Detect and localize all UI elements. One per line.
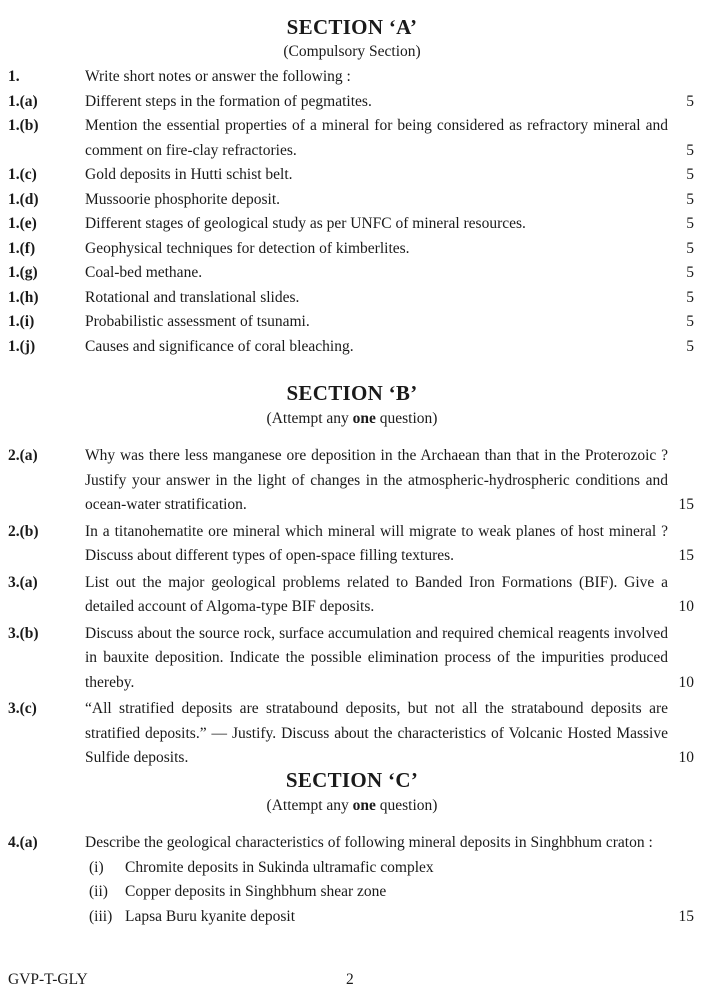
section-c-subtitle [0,795,704,817]
sub-item-list [0,856,704,930]
question-marks: 5 [686,313,694,330]
question-number: 4.(a) [8,834,38,851]
section-c [0,767,704,929]
question-number: 2.(a) [8,447,38,464]
question-number: 1.(j) [8,337,36,355]
section-b-questions [0,444,704,771]
question-number: 2.(b) [8,522,39,540]
sub-item [0,905,704,930]
question-item [0,90,704,115]
question-marks: 5 [686,215,694,232]
question-item [0,310,704,335]
question-text: Gold deposits in Hutti schist belt. 5 [85,163,694,188]
question-item [0,212,704,237]
sub-item-numeral: (iii) [89,907,113,925]
question-marks: 5 [686,264,694,281]
question-marks: 15 [678,907,694,925]
subtitle-text: question) [375,797,438,814]
question-item [0,335,704,360]
question-number: 1.(f) [8,239,36,257]
subtitle-text: (Attempt any [266,410,353,427]
question-text: Why was there less manganese ore deposition in the Archaean than that in the Proterozoic ? Justify your answer in the light of changes in the atmospheric-hydrospheric conditions and ocean-water stratification. 15 [85,444,694,518]
question-marks: 5 [686,141,694,159]
question-marks: 5 [686,337,694,355]
question-text: Mention the essential properties of a mineral for being considered as refractory mineral and comment on fire-clay refractories. 5 [85,114,694,163]
question-text: In a titanohematite ore mineral which mineral will migrate to weak planes of host mineral ? Discuss about different types of open-space filling textures. 15 [85,520,694,569]
question-text: Describe the geological characteristics of following mineral deposits in Singhbhum craton : [85,834,653,851]
question-text: Causes and significance of coral bleaching. 5 [85,335,694,360]
sub-item-numeral: (ii) [89,883,108,900]
question-marks: 15 [678,547,694,564]
question-text: Different steps in the formation of pegmatites. 5 [85,90,694,115]
question-text: Rotational and translational slides. 5 [85,286,694,311]
question-marks: 5 [686,239,694,257]
question-text: Discuss about the source rock, surface accumulation and required chemical reagents involved in bauxite deposition. Indicate the possible elimination process of the impurities produced thereby. 10 [85,622,694,696]
question-marks: 10 [678,598,694,615]
page-number: 2 [346,971,354,988]
question-item [0,831,704,856]
question-number: 1.(e) [8,215,37,232]
question-number: 1.(c) [8,166,37,183]
question-marks: 5 [686,166,694,183]
question-text: Geophysical techniques for detection of kimberlites. 5 [85,237,694,262]
sub-item-text: Chromite deposits in Sukinda ultramafic complex [125,858,434,876]
question-item [0,237,704,262]
question-text: “All stratified deposits are stratabound deposits, but not all the stratabound deposits are stratified deposits.” — Justify. Discuss about the characteristics of Volcanic Hosted Massive Sulfide deposits. 10 [85,697,694,771]
question-number: 1.(i) [8,313,35,330]
question-item [0,114,704,163]
question-item [0,163,704,188]
sub-item-text: Lapsa Buru kyanite deposit [125,907,296,925]
question-marks: 5 [686,288,694,306]
question-intro [0,65,704,90]
sub-item [0,856,704,881]
question-number: 1.(a) [8,92,38,110]
question-marks: 5 [686,92,694,110]
question-number: 1. [8,68,20,85]
section-a [0,14,704,359]
subtitle-text: question) [375,410,438,427]
question-marks: 5 [686,190,694,208]
subtitle-emphasis: one [352,797,376,814]
sub-item-text: Copper deposits in Singhbhum shear zone [125,883,387,900]
question-number: 1.(d) [8,190,39,208]
question-marks: 10 [678,749,694,766]
question-number: 1.(b) [8,117,39,134]
question-text: List out the major geological problems related to Banded Iron Formations (BIF). Give a detailed account of Algoma-type BIF deposits. 10 [85,571,694,620]
subtitle-text: (Attempt any [266,797,353,814]
question-text: Write short notes or answer the following : [85,68,351,85]
question-item [0,261,704,286]
question-text: Different stages of geological study as per UNFC of mineral resources. 5 [85,212,694,237]
section-b [0,380,704,771]
question-marks: 15 [678,496,694,513]
section-b-subtitle [0,408,704,430]
sub-item-numeral: (i) [89,858,104,876]
question-number: 1.(g) [8,264,38,281]
section-a-subtitle: (Compulsory Section) [283,43,421,60]
subtitle-emphasis: one [352,410,376,427]
section-b-title: SECTION ‘B’ [286,381,418,405]
section-a-title: SECTION ‘A’ [286,15,418,39]
question-item [0,520,704,569]
question-item [0,444,704,518]
paper-code: GVP-T-GLY [8,971,88,988]
question-item [0,188,704,213]
sub-item [0,880,704,905]
section-c-title: SECTION ‘C’ [285,768,419,792]
question-item [0,286,704,311]
question-text: Mussoorie phosphorite deposit. 5 [85,188,694,213]
question-number: 3.(b) [8,624,39,642]
question-text: Probabilistic assessment of tsunami. 5 [85,310,694,335]
question-marks: 10 [678,673,694,691]
question-item [0,697,704,771]
section-a-questions [0,90,704,360]
question-text: Coal-bed methane. 5 [85,261,694,286]
question-item [0,571,704,620]
question-number: 1.(h) [8,288,39,306]
question-item [0,622,704,696]
question-number: 3.(c) [8,700,37,717]
question-number: 3.(a) [8,573,38,591]
